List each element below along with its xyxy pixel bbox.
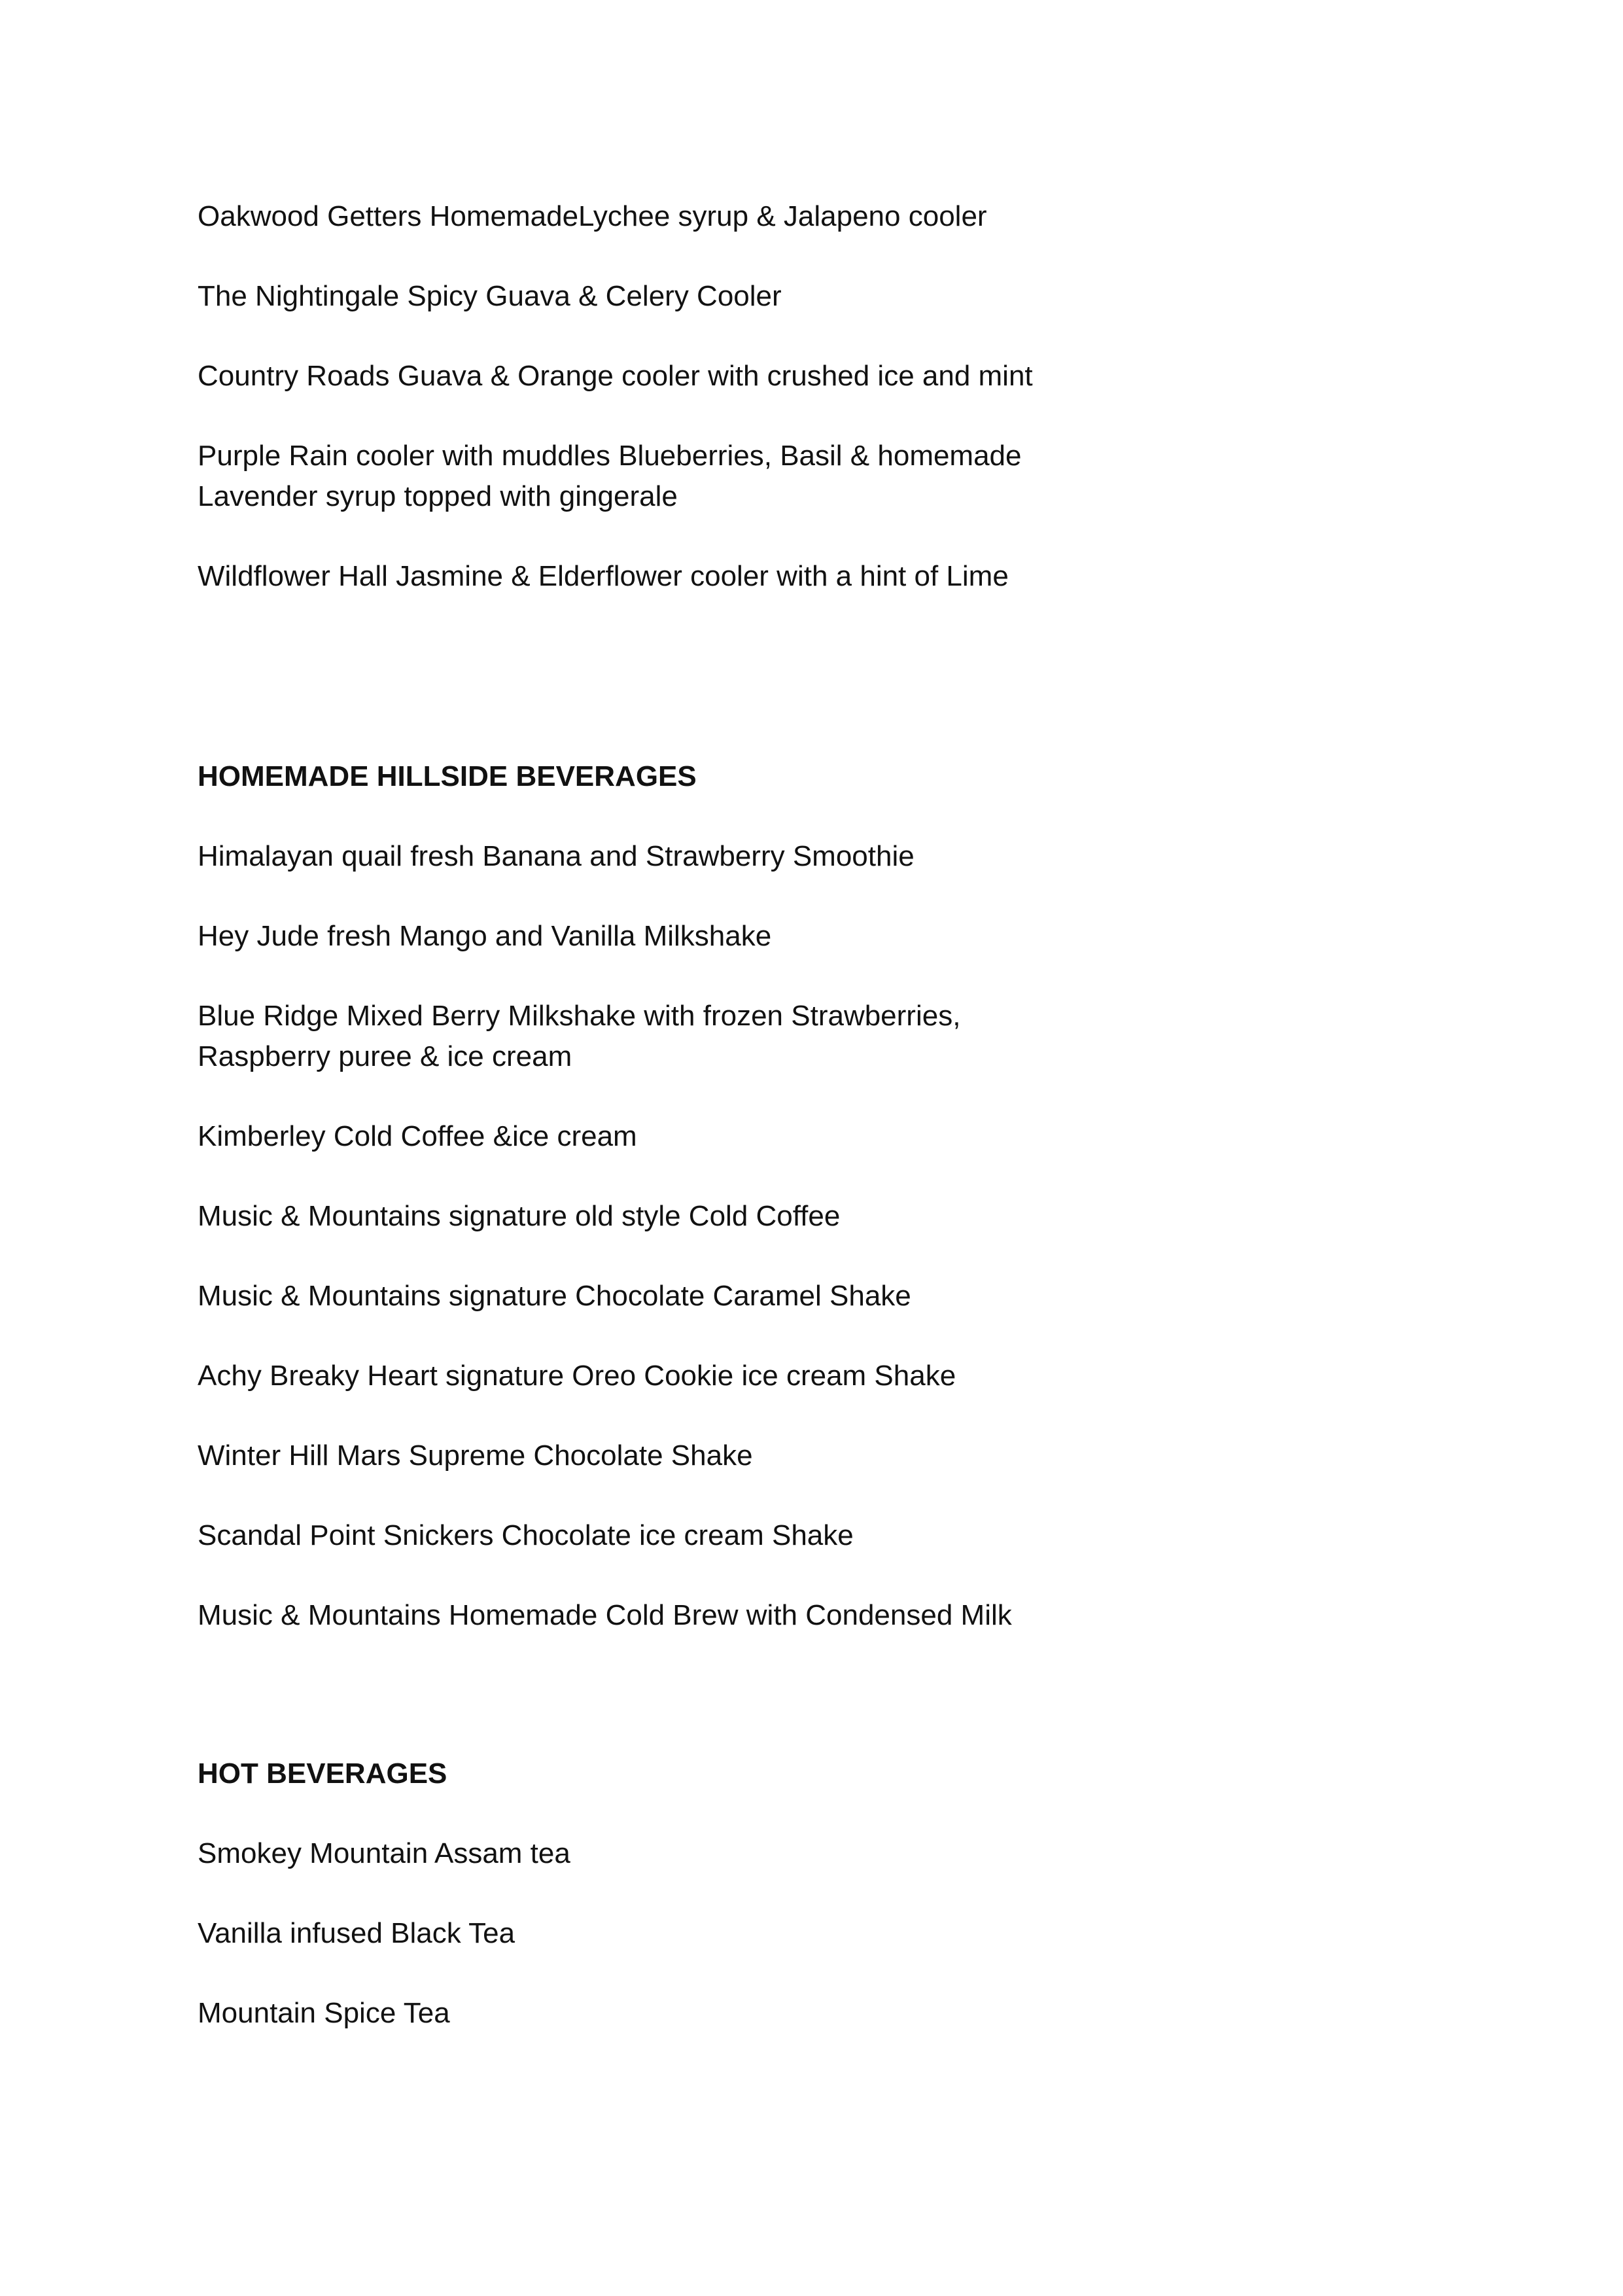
menu-item: The Nightingale Spicy Guava & Celery Cooler <box>198 280 782 312</box>
menu-item: Scandal Point Snickers Chocolate ice cream Shake <box>198 1519 854 1551</box>
menu-item: Achy Breaky Heart signature Oreo Cookie ice cream Shake <box>198 1360 956 1392</box>
menu-item: Himalayan quail fresh Banana and Strawberry Smoothie <box>198 840 915 872</box>
menu-item: Blue Ridge Mixed Berry Milkshake with frozen Strawberries, Raspberry puree & ice cream <box>198 1000 961 1072</box>
section-spacer <box>198 636 1440 756</box>
menu-item: Mountain Spice Tea <box>198 1997 450 2029</box>
section-heading: HOMEMADE HILLSIDE BEVERAGES <box>198 760 697 792</box>
section-heading: HOT BEVERAGES <box>198 1757 447 1790</box>
menu-item: Music & Mountains signature Chocolate Caramel Shake <box>198 1280 911 1312</box>
section-spacer <box>198 1675 1440 1754</box>
menu-item: Vanilla infused Black Tea <box>198 1917 515 1949</box>
menu-item: Smokey Mountain Assam tea <box>198 1837 570 1869</box>
coolers-section <box>198 196 1440 597</box>
menu-item: Wildflower Hall Jasmine & Elderflower cooler with a hint of Lime <box>198 560 1009 592</box>
hot-beverages-section <box>198 1754 1440 2034</box>
menu-item: Music & Mountains Homemade Cold Brew with Condensed Milk <box>198 1599 1012 1631</box>
hillside-section <box>198 756 1440 1636</box>
menu-item: Kimberley Cold Coffee &ice cream <box>198 1120 637 1152</box>
menu-item: Oakwood Getters HomemadeLychee syrup & Jalapeno cooler <box>198 200 987 232</box>
menu-item: Hey Jude fresh Mango and Vanilla Milkshake <box>198 920 772 952</box>
menu-content <box>198 196 1440 2073</box>
menu-item: Winter Hill Mars Supreme Chocolate Shake <box>198 1439 753 1472</box>
menu-item: Music & Mountains signature old style Cold Coffee <box>198 1200 841 1232</box>
menu-item: Country Roads Guava & Orange cooler with crushed ice and mint <box>198 360 1033 392</box>
menu-item: Purple Rain cooler with muddles Blueberries, Basil & homemade Lavender syrup topped with gingerale <box>198 440 1022 512</box>
